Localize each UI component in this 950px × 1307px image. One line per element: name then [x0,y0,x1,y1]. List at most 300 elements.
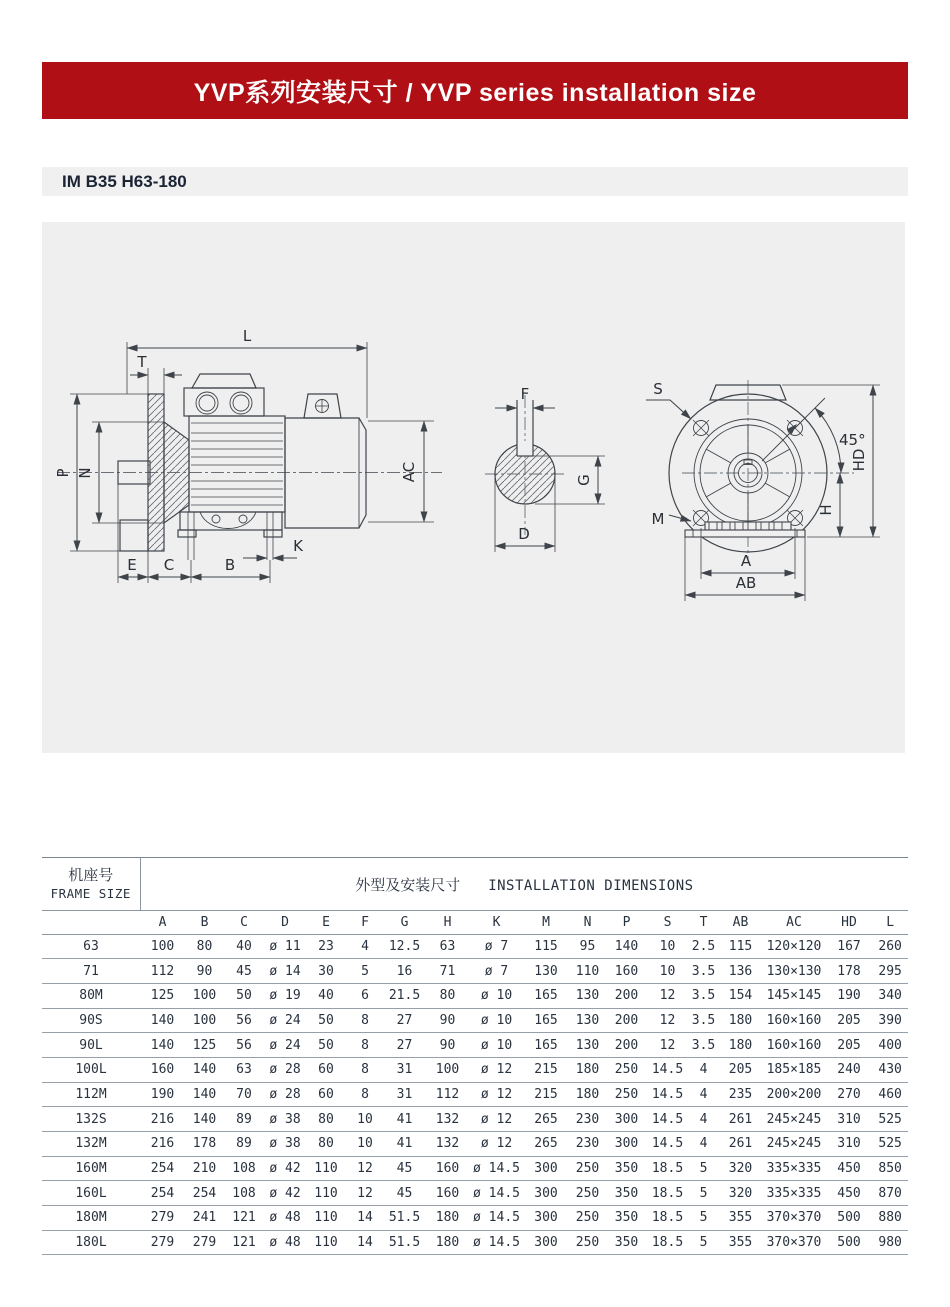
section-bar [42,167,908,196]
dimension-cell: 145×145 [762,983,826,1008]
dimension-cell: 90 [425,1033,470,1058]
column-header: H [425,911,470,935]
dimension-cell: 279 [140,1230,185,1255]
dimension-cell: 51.5 [384,1230,425,1255]
dimension-cell: ø 11 [264,934,306,959]
dimension-cell: 18.5 [647,1206,688,1231]
column-header: N [569,911,606,935]
dim-label-A: A [740,552,752,570]
dimension-cell: 300 [523,1156,569,1181]
dimension-cell: ø 24 [264,1008,306,1033]
dimension-cell: 200 [606,1033,647,1058]
dimension-cell: 230 [569,1107,606,1132]
dimension-cell: 80 [306,1107,346,1132]
end-view-base [685,522,805,537]
dimension-cell: 50 [306,1008,346,1033]
dimension-cell: 850 [872,1156,908,1181]
dimension-cell: 2.5 [688,934,719,959]
dim-label-G: G [575,474,593,486]
dim-label-B: B [224,556,236,574]
dimension-cell: 350 [606,1156,647,1181]
dimension-cell: 40 [224,934,264,959]
frame-size-cell: 132M [42,1132,140,1157]
dimension-cell: 350 [606,1206,647,1231]
title-bar [42,62,908,119]
side-view-drawing [54,327,442,583]
dimension-cell: 245×245 [762,1107,826,1132]
dimension-cell: 41 [384,1107,425,1132]
column-header: D [264,911,306,935]
dimension-cell: 210 [185,1156,224,1181]
dimension-cell: ø 12 [470,1082,523,1107]
dimension-cell: 370×370 [762,1230,826,1255]
dimension-cell: 90 [425,1008,470,1033]
dimension-cell: 165 [523,983,569,1008]
dimension-cell: 5 [688,1181,719,1206]
dimension-cell: 110 [569,959,606,984]
motor-body [189,416,285,512]
dimension-cell: 190 [140,1082,185,1107]
dimension-cell: 370×370 [762,1206,826,1231]
dimension-cell: 261 [719,1107,762,1132]
dimension-cell: 31 [384,1082,425,1107]
dimension-cell: 160×160 [762,1008,826,1033]
column-header: G [384,911,425,935]
dimension-cell: 180 [425,1206,470,1231]
dimension-cell: 205 [826,1008,872,1033]
frame-size-cell: 100L [42,1057,140,1082]
dimension-cell: 45 [384,1156,425,1181]
table-row [42,983,908,1008]
dimension-cell: 355 [719,1230,762,1255]
dimensions-header-zh: 外型及安装尺寸 [355,876,461,894]
dim-label-K: K [293,537,303,555]
dimension-cell: 18.5 [647,1230,688,1255]
dimension-cell: 320 [719,1156,762,1181]
frame-size-cell: 71 [42,959,140,984]
dimension-cell: ø 12 [470,1057,523,1082]
frame-size-cell: 90L [42,1033,140,1058]
dimension-cell: 300 [523,1181,569,1206]
frame-size-cell: 90S [42,1008,140,1033]
dimension-cell: 50 [224,983,264,1008]
frame-size-cell: 132S [42,1107,140,1132]
installation-dimensions-table [42,857,908,1255]
dim-label-T: T [137,353,147,371]
bearing-bracket [164,422,189,523]
dimension-cell: 241 [185,1206,224,1231]
angle-arc [815,408,841,473]
dimension-cell: 260 [872,934,908,959]
dimension-cell: ø 38 [264,1132,306,1157]
table-row [42,1107,908,1132]
dimension-cell: 56 [224,1033,264,1058]
dimension-cell: 136 [719,959,762,984]
dimension-cell: 140 [185,1107,224,1132]
dimension-cell: 250 [569,1181,606,1206]
frame-size-cell: 160M [42,1156,140,1181]
shaft-section-drawing [485,385,605,552]
dimension-cell: 10 [647,934,688,959]
dimension-cell: 140 [606,934,647,959]
dimension-cell: 300 [523,1230,569,1255]
end-view-drawing [646,380,880,601]
dim-label-HD: HD [850,448,868,472]
section-label: IM B35 H63-180 [62,171,187,191]
dimension-cell: 70 [224,1082,264,1107]
dimension-cell: 178 [185,1132,224,1157]
dimension-cell: 160 [425,1156,470,1181]
dimension-cell: 63 [224,1057,264,1082]
dimension-cell: 265 [523,1132,569,1157]
dimension-cell: 180 [719,1033,762,1058]
dimension-cell: 100 [140,934,185,959]
dimension-cell: 120×120 [762,934,826,959]
dimension-cell: 12 [346,1181,384,1206]
dimension-cell: 108 [224,1181,264,1206]
table-row [42,1033,908,1058]
dimension-cell: 200 [606,983,647,1008]
dimension-cell: 300 [606,1107,647,1132]
dimension-cell: 279 [140,1206,185,1231]
side-view-dimensions [54,327,434,583]
dimension-cell: 16 [384,959,425,984]
dimension-cell: 167 [826,934,872,959]
dimension-cell: 8 [346,1082,384,1107]
dimension-cell: 3.5 [688,959,719,984]
dimension-cell: 115 [719,934,762,959]
dimension-cell: ø 48 [264,1230,306,1255]
dimension-cell: 261 [719,1132,762,1157]
column-header: E [306,911,346,935]
dimension-cell: ø 28 [264,1057,306,1082]
dimension-cell: ø 10 [470,1033,523,1058]
table-row [42,1156,908,1181]
dimension-cell: 14 [346,1206,384,1231]
s-leader [646,400,691,419]
frame-size-cell: 180M [42,1206,140,1231]
drawing-panel [42,222,905,753]
dimension-cell: 254 [140,1181,185,1206]
dimension-cell: 270 [826,1082,872,1107]
column-header: T [688,911,719,935]
dimension-table-body [42,934,908,1255]
dimension-cell: 8 [346,1057,384,1082]
dimension-cell: 14.5 [647,1107,688,1132]
dimension-cell: 130 [569,1033,606,1058]
dimension-cell: 80 [306,1132,346,1157]
column-header-blank [42,911,140,935]
dimension-cell: 130 [569,1008,606,1033]
dimension-cell: ø 14.5 [470,1230,523,1255]
dimension-cell: 250 [569,1156,606,1181]
dimension-cell: 125 [140,983,185,1008]
frame-size-cell: 112M [42,1082,140,1107]
dimension-cell: 14.5 [647,1082,688,1107]
dimension-cell: 190 [826,983,872,1008]
dimension-cell: 110 [306,1156,346,1181]
dimension-cell: 185×185 [762,1057,826,1082]
dimension-cell: 200 [606,1008,647,1033]
dimension-cell: 4 [346,934,384,959]
dim-label-D: D [518,525,530,543]
column-header: HD [826,911,872,935]
dimension-cell: ø 48 [264,1206,306,1231]
dimension-cell: 310 [826,1132,872,1157]
dimension-cell: 63 [425,934,470,959]
dimension-cell: 180 [569,1082,606,1107]
dimension-cell: 56 [224,1008,264,1033]
dimension-cell: 10 [346,1132,384,1157]
frame-size-cell: 63 [42,934,140,959]
dimension-cell: 154 [719,983,762,1008]
dimension-cell: ø 7 [470,959,523,984]
flange-lug [120,520,148,551]
dimension-cell: ø 10 [470,1008,523,1033]
dimension-cell: 160×160 [762,1033,826,1058]
dimension-cell: 115 [523,934,569,959]
dimension-cell: 110 [306,1230,346,1255]
dimension-cell: ø 14.5 [470,1181,523,1206]
table-section [42,857,908,1255]
dimension-cell: 5 [688,1206,719,1231]
dimension-cell: 12 [647,983,688,1008]
dimension-cell: 45 [384,1181,425,1206]
dimension-cell: 355 [719,1206,762,1231]
dimension-cell: 110 [306,1206,346,1231]
table-row [42,1008,908,1033]
dimension-cell: 300 [523,1206,569,1231]
dimension-cell: 350 [606,1230,647,1255]
dimension-cell: 108 [224,1156,264,1181]
dimension-cell: 165 [523,1033,569,1058]
dimension-cell: 30 [306,959,346,984]
dimension-cell: 870 [872,1181,908,1206]
dimension-cell: 250 [569,1206,606,1231]
dimension-cell: 500 [826,1206,872,1231]
column-header: C [224,911,264,935]
table-row [42,959,908,984]
column-header: AC [762,911,826,935]
dimension-cell: 525 [872,1132,908,1157]
table-row [42,1057,908,1082]
dimension-cell: 450 [826,1156,872,1181]
dimension-cell: 250 [606,1057,647,1082]
dimension-cell: 12 [647,1033,688,1058]
dimension-cell: 215 [523,1057,569,1082]
dimension-cell: 310 [826,1107,872,1132]
column-header: S [647,911,688,935]
dimension-cell: 160 [425,1181,470,1206]
dimension-cell: 60 [306,1057,346,1082]
frame-size-cell: 80M [42,983,140,1008]
dimension-cell: 3.5 [688,1008,719,1033]
dimension-cell: 880 [872,1206,908,1231]
dimension-cell: 90 [185,959,224,984]
terminal-box [184,374,264,416]
dimension-cell: 340 [872,983,908,1008]
frame-size-cell: 180L [42,1230,140,1255]
dim-label-L: L [242,327,252,345]
dimension-cell: 12 [647,1008,688,1033]
dimension-cell: 130 [569,983,606,1008]
dimension-cell: ø 12 [470,1132,523,1157]
dimension-cell: 4 [688,1107,719,1132]
dimension-cell: 14 [346,1230,384,1255]
flange [148,394,164,551]
dimension-cell: 27 [384,1008,425,1033]
dimension-cell: 89 [224,1132,264,1157]
dimension-cell: 240 [826,1057,872,1082]
column-header: L [872,911,908,935]
dimension-cell: 112 [140,959,185,984]
dimension-cell: 140 [185,1082,224,1107]
dimension-cell: 14.5 [647,1132,688,1157]
dim-label-H: H [817,504,835,516]
dimension-cell: 300 [606,1132,647,1157]
dimension-cell: 205 [826,1033,872,1058]
column-header: M [523,911,569,935]
dimension-cell: 235 [719,1082,762,1107]
dimension-cell: 31 [384,1057,425,1082]
mounting-feet [178,512,282,560]
dimension-cell: 5 [688,1156,719,1181]
dimension-cell: 14.5 [647,1057,688,1082]
dimension-cell: ø 42 [264,1181,306,1206]
dimension-cell: 80 [425,983,470,1008]
dimension-cell: 112 [425,1082,470,1107]
dimension-cell: 80 [185,934,224,959]
dimension-cell: ø 7 [470,934,523,959]
dimension-cell: 100 [185,983,224,1008]
dimension-cell: 279 [185,1230,224,1255]
dimension-cell: 216 [140,1107,185,1132]
dimension-cell: 23 [306,934,346,959]
frame-size-header-en: FRAME SIZE [50,886,131,901]
dim-label-AC: AC [400,461,418,483]
dimension-cell: 21.5 [384,983,425,1008]
column-header: AB [719,911,762,935]
dimension-cell: 980 [872,1230,908,1255]
dimension-cell: 254 [140,1156,185,1181]
column-header: P [606,911,647,935]
dimension-cell: 8 [346,1008,384,1033]
dimension-cell: 250 [569,1230,606,1255]
dimension-cell: 265 [523,1107,569,1132]
dimension-cell: 178 [826,959,872,984]
dimension-cell: 140 [185,1057,224,1082]
dimension-cell: 6 [346,983,384,1008]
dimension-cell: 12 [346,1156,384,1181]
dimension-cell: ø 12 [470,1107,523,1132]
dimension-cell: 500 [826,1230,872,1255]
dimension-cell: 89 [224,1107,264,1132]
dimension-cell: 4 [688,1082,719,1107]
dimension-cell: 165 [523,1008,569,1033]
column-header-row [42,911,908,935]
dimension-cell: ø 42 [264,1156,306,1181]
dimension-cell: 4 [688,1057,719,1082]
dimension-cell: 51.5 [384,1206,425,1231]
dimension-cell: 4 [688,1132,719,1157]
dimension-cell: 254 [185,1181,224,1206]
dimension-cell: ø 14 [264,959,306,984]
dimension-cell: 110 [306,1181,346,1206]
dim-label-F: F [520,385,530,403]
dimension-cell: ø 10 [470,983,523,1008]
dimension-cell: 430 [872,1057,908,1082]
cooling-fins [191,423,283,505]
dimension-cell: 130 [523,959,569,984]
dimension-cell: 10 [346,1107,384,1132]
dimension-cell: 180 [569,1057,606,1082]
dimension-cell: 60 [306,1082,346,1107]
dimension-cell: 125 [185,1033,224,1058]
dimension-cell: 250 [606,1082,647,1107]
frame-size-header [42,858,140,911]
fan-cover [285,418,366,528]
installation-drawing [42,222,905,753]
dimension-cell: 180 [719,1008,762,1033]
table-row [42,1082,908,1107]
lifting-eye [304,394,341,418]
dimension-cell: 8 [346,1033,384,1058]
dimension-cell: 18.5 [647,1181,688,1206]
frame-size-cell: 160L [42,1181,140,1206]
dimension-cell: 3.5 [688,1033,719,1058]
dimension-cell: 5 [688,1230,719,1255]
dimension-cell: ø 14.5 [470,1206,523,1231]
dimension-cell: 18.5 [647,1156,688,1181]
dimension-cell: 320 [719,1181,762,1206]
dimension-cell: 27 [384,1033,425,1058]
dim-label-N: N [76,467,94,479]
dimension-cell: 230 [569,1132,606,1157]
dimension-cell: 215 [523,1082,569,1107]
dimension-cell: 12.5 [384,934,425,959]
dimension-cell: 350 [606,1181,647,1206]
table-row [42,1181,908,1206]
dimension-cell: 160 [606,959,647,984]
dimension-cell: 5 [346,959,384,984]
dimension-cell: ø 14.5 [470,1156,523,1181]
dimension-cell: 460 [872,1082,908,1107]
dimension-cell: 10 [647,959,688,984]
dimension-cell: 140 [140,1033,185,1058]
dimension-cell: 41 [384,1132,425,1157]
column-header: A [140,911,185,935]
dim-label-P: P [54,468,72,478]
dimension-cell: 180 [425,1230,470,1255]
dimension-cell: ø 28 [264,1082,306,1107]
dim-label-M: M [651,510,665,528]
dimension-cell: 200×200 [762,1082,826,1107]
column-header: K [470,911,523,935]
dimension-cell: 95 [569,934,606,959]
dimension-cell: 245×245 [762,1132,826,1157]
dimension-cell: 450 [826,1181,872,1206]
table-row [42,1230,908,1255]
column-header: F [346,911,384,935]
dimension-cell: 71 [425,959,470,984]
dimension-cell: 140 [140,1008,185,1033]
dimension-cell: ø 24 [264,1033,306,1058]
dimension-cell: 121 [224,1206,264,1231]
frame-size-header-zh: 机座号 [68,867,114,884]
dim-label-E: E [127,556,137,574]
dimension-cell: 525 [872,1107,908,1132]
dimension-cell: 3.5 [688,983,719,1008]
